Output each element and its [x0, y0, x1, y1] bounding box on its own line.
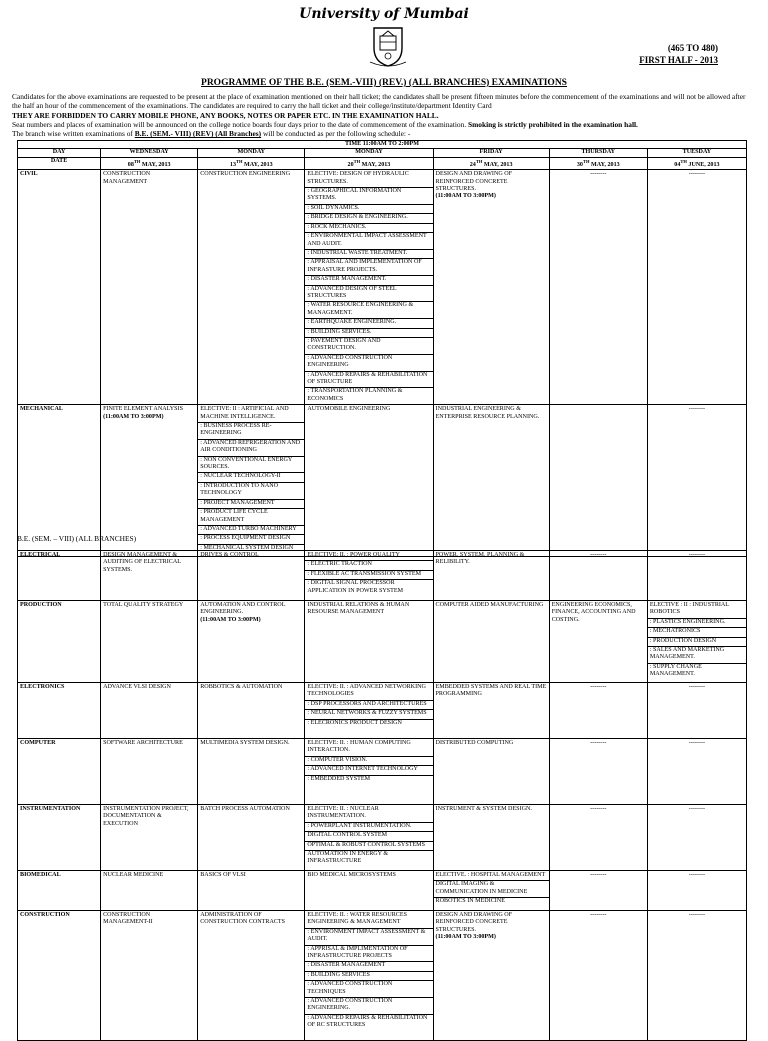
time-cell: TIME 11:00AM TO 2:00PM	[18, 141, 747, 149]
subject-name: DRIVES & CONTROL	[200, 552, 259, 558]
schedule-cell	[198, 871, 305, 911]
no-exam-dash: --------	[590, 806, 607, 812]
day-row	[18, 149, 747, 157]
schedule-cell	[433, 405, 549, 557]
schedule-cell	[549, 911, 647, 1041]
no-exam-dash: --------	[590, 684, 607, 690]
branch-name: BIOMEDICAL	[18, 871, 101, 911]
schedule-cell	[101, 911, 198, 1041]
subject-name: CONSTRUCTION MANAGEMENT	[103, 171, 151, 185]
elective-option: : PRODUCT LIFE CYCLE MANAGEMENT	[198, 508, 304, 524]
elective-option: : ADVANCED CONSTRUCTION ENGINEERING	[305, 354, 432, 370]
exam-timing: (11:00AM TO 3:00PM)	[103, 413, 164, 420]
instructions	[12, 92, 752, 138]
subject-name: DESIGN AND DRAWING OF REINFORCED CONCRETE STRUCTURES.	[435, 912, 513, 933]
subject-name: BATCH PROCESS AUTOMATION	[200, 806, 290, 812]
elective-option: : BUILDING SERVICES	[305, 971, 432, 979]
date-day: 13	[229, 161, 236, 168]
date-cell	[549, 157, 647, 169]
date-day: 24	[469, 161, 476, 168]
elective-option: : PROCESS EQUIPMENT DESIGN	[198, 534, 304, 542]
day-label: DAY	[18, 149, 101, 157]
elective-option: : ELECTRIC TRACTION	[305, 560, 432, 568]
date-rest: MAY, 2013	[140, 161, 171, 168]
schedule-cell	[647, 871, 746, 911]
elective-option: : ADVANCED REPAIRS & REHABILITATION OF RC STRUCTURES	[305, 1014, 432, 1030]
subject-name: ELECTIVE: II : ARTIFICIAL AND MACHINE INTELLIGENCE.	[200, 406, 289, 420]
subject-name: BIO MEDICAL MICROSYSTEMS	[307, 872, 396, 878]
schedule-cell	[647, 739, 746, 805]
date-cell	[101, 157, 198, 169]
subject-name: FINITE ELEMENT ANALYSIS	[103, 406, 183, 413]
subject-name: ELECTIVE: DESIGN OF HYDRAULIC STRUCTURES.	[307, 171, 409, 185]
subject-name: ELECTIVE: II. : ADVANCED NETWORKING TECHNOLOGIES	[307, 684, 426, 698]
schedule-cell	[305, 739, 433, 805]
schedule-cell	[101, 805, 198, 871]
schedule-cell	[647, 551, 746, 601]
schedule-cell	[549, 170, 647, 405]
schedule-cell	[433, 551, 549, 601]
exam-timing: (11:00AM TO 3:00PM)	[200, 616, 261, 623]
no-exam-dash: --------	[688, 872, 706, 878]
page-title: PROGRAMME OF THE B.E. (SEM.-VIII) (REV.) (ALL BRANCHES) EXAMINATIONS	[201, 78, 567, 88]
elective-option: AUTOMATION IN ENERGY & INFRASTRUCTURE	[305, 850, 432, 866]
subject-name: BASICS OF VLSI	[200, 872, 246, 878]
date-rest: MAY, 2013	[360, 161, 391, 168]
branch-name: COMPUTER	[18, 739, 101, 805]
subject-name: ELECTIVE: II. : POWER QUALITY	[307, 552, 400, 558]
schedule-cell	[101, 739, 198, 805]
elective-option: : SALES AND MARKETING MANAGEMENT.	[648, 646, 746, 662]
schedule-cell	[433, 871, 549, 911]
date-cell	[647, 157, 746, 169]
subject-name: MULTIMEDIA SYSTEM DESIGN.	[200, 740, 290, 746]
no-exam-dash: --------	[590, 552, 607, 558]
schedule-cell	[433, 739, 549, 805]
elective-option: : BRIDGE DESIGN & ENGINEERING.	[305, 213, 432, 221]
day-cell: MONDAY	[305, 149, 433, 157]
branch-name: CIVIL	[18, 170, 101, 405]
branch-name: CONSTRUCTION	[18, 911, 101, 1041]
schedule-cell	[647, 683, 746, 739]
subject-name: SOFTWARE ARCHITECTURE	[103, 740, 183, 746]
schedule-cell	[305, 871, 433, 911]
elective-option: : APPRAISAL AND IMPLEMENTATION OF INFRASTURE PROJECTS.	[305, 258, 432, 274]
schedule-cell	[549, 739, 647, 805]
branch-row	[18, 739, 747, 805]
schedule-cell	[198, 739, 305, 805]
elective-option: : APPRISAL & IMPLIMENTATION OF INFRASTRUCTURE PROJECTS	[305, 945, 432, 961]
instruction-warning: THEY ARE FORBIDDEN TO CARRY MOBILE PHONE, ANY BOOKS, NOTES OR PAPER ETC. IN THE EXAMINATION HALL.	[12, 110, 439, 120]
branch-row	[18, 871, 747, 911]
subject-name: NUCLEAR MEDICINE	[103, 872, 164, 878]
elective-option: DIGITAL CONTROL SYSTEM	[305, 831, 432, 839]
schedule-cell	[305, 805, 433, 871]
schedule-cell	[198, 170, 305, 405]
subject-name: DISTRIBUTED COMPUTING	[435, 740, 514, 746]
instruction-line	[12, 129, 752, 138]
schedule-cell	[198, 601, 305, 683]
no-exam-dash: --------	[688, 684, 706, 690]
subject-name: DESIGN AND DRAWING OF REINFORCED CONCRETE STRUCTURES.	[435, 171, 513, 193]
university-seal-icon	[368, 22, 408, 68]
branch-name: INSTRUMENTATION	[18, 805, 101, 871]
no-exam-dash: --------	[688, 171, 706, 178]
day-cell: WEDNESDAY	[101, 149, 198, 157]
subject-name: ELECTIVE: II. : NUCLEAR INSTRUMENTATION.	[307, 806, 379, 820]
subject-name: ADMINISTRATION OF CONSTRUCTION CONTRACTS	[200, 912, 286, 926]
section-label: B.E. (SEM. – VIII) (ALL BRANCHES)	[17, 534, 137, 543]
elective-option: : NUCLEAR TECHNOLOGY-II	[198, 472, 304, 480]
schedule-table-2	[17, 550, 747, 1041]
day-cell: FRIDAY	[433, 149, 549, 157]
elective-option: : PAVEMENT DESIGN AND CONSTRUCTION.	[305, 337, 432, 353]
elective-option: : GEOGRAPHICAL INFORMATION SYSTEMS.	[305, 187, 432, 203]
schedule-cell	[647, 405, 746, 557]
subject-name: EMBEDDED SYSTEMS AND REAL TIME PROGRAMMING	[435, 684, 547, 698]
subject-name: POWER, SYSTEM, PLANNING & RELIBILITY.	[435, 552, 525, 566]
no-exam-dash: --------	[688, 740, 706, 746]
no-exam-dash: --------	[688, 406, 706, 413]
branch-row	[18, 170, 747, 405]
elective-option: : MECHANICAL SYSTEM DESIGN	[198, 544, 304, 552]
schedule-cell	[198, 911, 305, 1041]
elective-option: : ADVANCED CONSTRUCTION ENGINEERING.	[305, 997, 432, 1013]
subject-name: DESIGN MANAGEMENT & AUDITING OF ELECTRICAL SYSTEMS.	[103, 552, 181, 573]
no-exam-dash: --------	[590, 872, 607, 878]
date-rest: MAY, 2013	[482, 161, 513, 168]
schedule-cell	[101, 683, 198, 739]
date-cell	[433, 157, 549, 169]
exam-timing: (11:00AM TO 3:00PM)	[435, 193, 496, 200]
schedule-cell	[549, 551, 647, 601]
subject-name: TOTAL QUALITY STRATEGY	[103, 602, 184, 608]
schedule-cell	[101, 871, 198, 911]
elective-option: : ADVANCED REFRIGERATION AND AIR CONDITIONING	[198, 439, 304, 455]
elective-option: : PLASTICS ENGINEERING.	[648, 618, 746, 626]
date-suffix: TH	[353, 158, 361, 164]
elective-option: : DIGITAL SIGNAL PROCESSOR APPLICATION IN POWER SYSTEM	[305, 579, 432, 595]
subject-name: INDUSTRIAL ENGINEERING & ENTERPRISE RESOURCE PLANNING.	[435, 406, 540, 420]
branch-row	[18, 683, 747, 739]
subject-name: ELECTIVE : II : INDUSTRIAL ROBOTICS	[649, 602, 729, 616]
elective-option: ROBOTICS IN MEDICINE	[434, 897, 549, 905]
elective-option: : POWERPLANT INSTRUMENTATION.	[305, 822, 432, 830]
date-cell	[198, 157, 305, 169]
no-exam-dash: --------	[688, 912, 706, 918]
date-rest: MAY, 2013	[589, 161, 620, 168]
instruction-exam-name: B.E. (SEM.- VIII) (REV) (All Branches)	[134, 129, 262, 139]
instruction-line: Candidates for the above examinations are requested to be present at the place of examination mentioned on their hall ticket; the candidates shall be present fifteen minutes before the commencement of the examinations and will not be allowed after the half an hour of the commencement of the examinations. The candidates are required to carry the hall ticket and their college/institute/department Identity Card	[12, 92, 746, 111]
elective-option: : MECHATRONICS	[648, 627, 746, 635]
schedule-cell	[549, 805, 647, 871]
date-day: 20	[347, 161, 354, 168]
schedule-cell	[647, 601, 746, 683]
exam-code: (465 TO 480)	[667, 43, 718, 53]
elective-option: : ADVANCED TURBO MACHINERY	[198, 525, 304, 533]
exam-half: FIRST HALF - 2013	[639, 55, 718, 65]
exam-timing: (11:00AM TO 3:00PM)	[435, 934, 496, 941]
instruction-line	[12, 120, 752, 129]
day-cell: MONDAY	[198, 149, 305, 157]
schedule-cell	[198, 683, 305, 739]
elective-option: : DSP PROCESSORS AND ARCHITECTURES	[305, 700, 432, 708]
day-cell: TUESDAY	[647, 149, 746, 157]
date-cell	[305, 157, 433, 169]
branch-row	[18, 601, 747, 683]
elective-option: : FLEXIBLE AC TRANSMISSION SYSTEM	[305, 570, 432, 578]
date-label: DATE	[18, 157, 101, 169]
date-rest: MAY, 2013	[242, 161, 273, 168]
schedule-cell	[101, 551, 198, 601]
schedule-cell	[305, 601, 433, 683]
subject-name: CONSTRUCTION ENGINEERING	[200, 171, 291, 178]
instruction-seat: Seat numbers and places of examination will be announced on the college notice boards four days prior to the date of commencement of the examination.	[12, 119, 467, 129]
subject-name: ADVANCE VLSI DESIGN	[103, 684, 171, 690]
elective-option: DIGITAL IMAGING & COMMUNICATION IN MEDICINE	[434, 880, 549, 896]
date-suffix: TH	[133, 158, 141, 164]
schedule-cell	[549, 871, 647, 911]
date-suffix: TH	[475, 158, 483, 164]
schedule-cell	[647, 170, 746, 405]
branch-name: PRODUCTION	[18, 601, 101, 683]
elective-option: : ENVIRONMENTAL IMPACT ASSESSMENT AND AUDIT.	[305, 232, 432, 248]
branch-row	[18, 911, 747, 1041]
subject-name: ROBBOTICS & AUTOMATION	[200, 684, 283, 690]
elective-option: : NEURAL NETWORKS & FUZZY SYSTEMS	[305, 709, 432, 717]
instruction-prefix: The branch wise written examinations of	[12, 129, 133, 139]
date-suffix: TH	[680, 158, 687, 164]
date-day: 30	[576, 161, 583, 168]
branch-name: ELECTRICAL	[18, 551, 101, 601]
date-suffix: TH	[235, 158, 243, 164]
elective-option: : INDUSTRIAL WASTE TREATMENT.	[305, 249, 432, 257]
schedule-table-1	[17, 140, 747, 557]
schedule-cell	[198, 551, 305, 601]
no-exam-dash: --------	[590, 912, 607, 918]
subject-name: INSTRUMENTATION PROJECT, DOCUMENTATION & EXECUTION	[103, 806, 189, 827]
instruction-suffix: will be conducted as per the following schedule: -	[262, 129, 411, 139]
elective-option: : BUILDING SERVICES.	[305, 328, 432, 336]
schedule-cell	[305, 551, 433, 601]
schedule-cell	[647, 911, 746, 1041]
no-exam-dash: --------	[688, 806, 706, 812]
schedule-cell	[305, 683, 433, 739]
elective-option: : ENVIRONMENT IMPACT ASSESSMENT & AUDIT.	[305, 928, 432, 944]
instruction-smoking: Smoking is strictly prohibited in the examination hall.	[468, 119, 638, 129]
no-exam-dash: --------	[590, 740, 607, 746]
elective-option: : EMBEDDED SYSTEM	[305, 775, 432, 783]
university-name: University of Mumbai	[299, 6, 469, 22]
schedule-cell	[549, 601, 647, 683]
schedule-cell	[305, 405, 433, 557]
schedule-cell	[433, 683, 549, 739]
elective-option: : PRODUCTION DESIGN	[648, 637, 746, 645]
date-row	[18, 157, 747, 169]
elective-option: : INTRODUCTION TO NANO TECHNOLOGY	[198, 482, 304, 498]
subject-name: AUTOMATION AND CONTROL ENGINEERING.	[200, 602, 286, 616]
schedule-cell	[647, 805, 746, 871]
date-day: 08	[127, 161, 134, 168]
subject-name: INDUSTRIAL RELATIONS & HUMAN RESOURSE MANAGEMENT	[307, 602, 410, 616]
subject-name: ELECTIVE: II. : HUMAN COMPUTING INTERACTION.	[307, 740, 411, 754]
subject-name: ELECTIVE. : HOSPITAL MANAGEMENT	[435, 872, 546, 878]
schedule-cell	[198, 405, 305, 557]
elective-option: OPTIMAL & ROBUST CONTROL SYSTEMS	[305, 841, 432, 849]
branch-row	[18, 551, 747, 601]
elective-option: : EARTHQUAKE ENGINEERING.	[305, 318, 432, 326]
no-exam-dash: --------	[688, 552, 706, 558]
elective-option: : ADVANCED INTERNET TECHNOLOGY	[305, 765, 432, 773]
elective-option: : NON CONVENTIONAL ENERGY SOURCES.	[198, 456, 304, 472]
elective-option: : PROJECT MANAGEMENT	[198, 499, 304, 507]
schedule-cell	[305, 911, 433, 1041]
elective-option: : ROCK MECHANICS.	[305, 223, 432, 231]
schedule-cell	[101, 170, 198, 405]
schedule-cell	[433, 911, 549, 1041]
subject-name: ENGINEERING ECONOMICS, FINANCE, ACCOUNTING AND COSTING.	[551, 602, 636, 623]
elective-option: : DISASTER MANAGEMENT.	[305, 275, 432, 283]
exam-code-block	[639, 42, 718, 66]
elective-option: : ADVANCED REPAIRS & REHABILITATION OF STRUCTURE	[305, 371, 432, 387]
subject-name: INSTRUMENT & SYSTEM DESIGN.	[435, 806, 532, 812]
time-row	[18, 141, 747, 149]
subject-name: COMPUTER AIDED MANUFACTURING	[435, 602, 544, 608]
schedule-cell	[101, 601, 198, 683]
elective-option: : SOIL DYNAMICS.	[305, 204, 432, 212]
schedule-cell	[198, 805, 305, 871]
elective-option: : TRANSPORTATION PLANNING & ECONOMICS	[305, 387, 432, 403]
date-rest: JUNE, 2013	[686, 161, 720, 168]
schedule-cell	[433, 601, 549, 683]
subject-name: ELECTIVE: II. : WATER RESOURCES ENGINEERING & MANAGEMENT	[307, 912, 407, 926]
day-cell: THURSDAY	[549, 149, 647, 157]
branch-row	[18, 805, 747, 871]
branch-name: ELECTRONICS	[18, 683, 101, 739]
schedule-cell	[433, 805, 549, 871]
schedule-cell	[549, 405, 647, 557]
elective-option: : ADVANCED DESIGN OF STEEL STRUCTURES	[305, 285, 432, 301]
schedule-cell	[305, 170, 433, 405]
schedule-cell	[433, 170, 549, 405]
elective-option: : SUPPLY CHANGE MANAGEMENT.	[648, 663, 746, 679]
elective-option: : WATER RESOURCE ENGINEERING & MANAGEMENT.	[305, 301, 432, 317]
elective-option: : ELECRONICS PRODUCT DESIGN	[305, 719, 432, 727]
elective-option: : DISASTER MANAGEMENT	[305, 961, 432, 969]
branch-name: MECHANICAL	[18, 405, 101, 557]
schedule-cell	[549, 683, 647, 739]
elective-option: : ADVANCED CONSTRUCTION TECHNIQUES	[305, 980, 432, 996]
elective-option: : BUSINESS PROCESS RE-ENGINEERING	[198, 422, 304, 438]
no-exam-dash: --------	[590, 171, 607, 178]
date-day: 04	[674, 161, 681, 168]
date-suffix: TH	[582, 158, 590, 164]
elective-option: : COMPUTER VISION.	[305, 756, 432, 764]
subject-name: CONSTRUCTION MANAGEMENT-II	[103, 912, 153, 926]
subject-name: AUTOMOBILE ENGINEERING	[307, 406, 391, 413]
